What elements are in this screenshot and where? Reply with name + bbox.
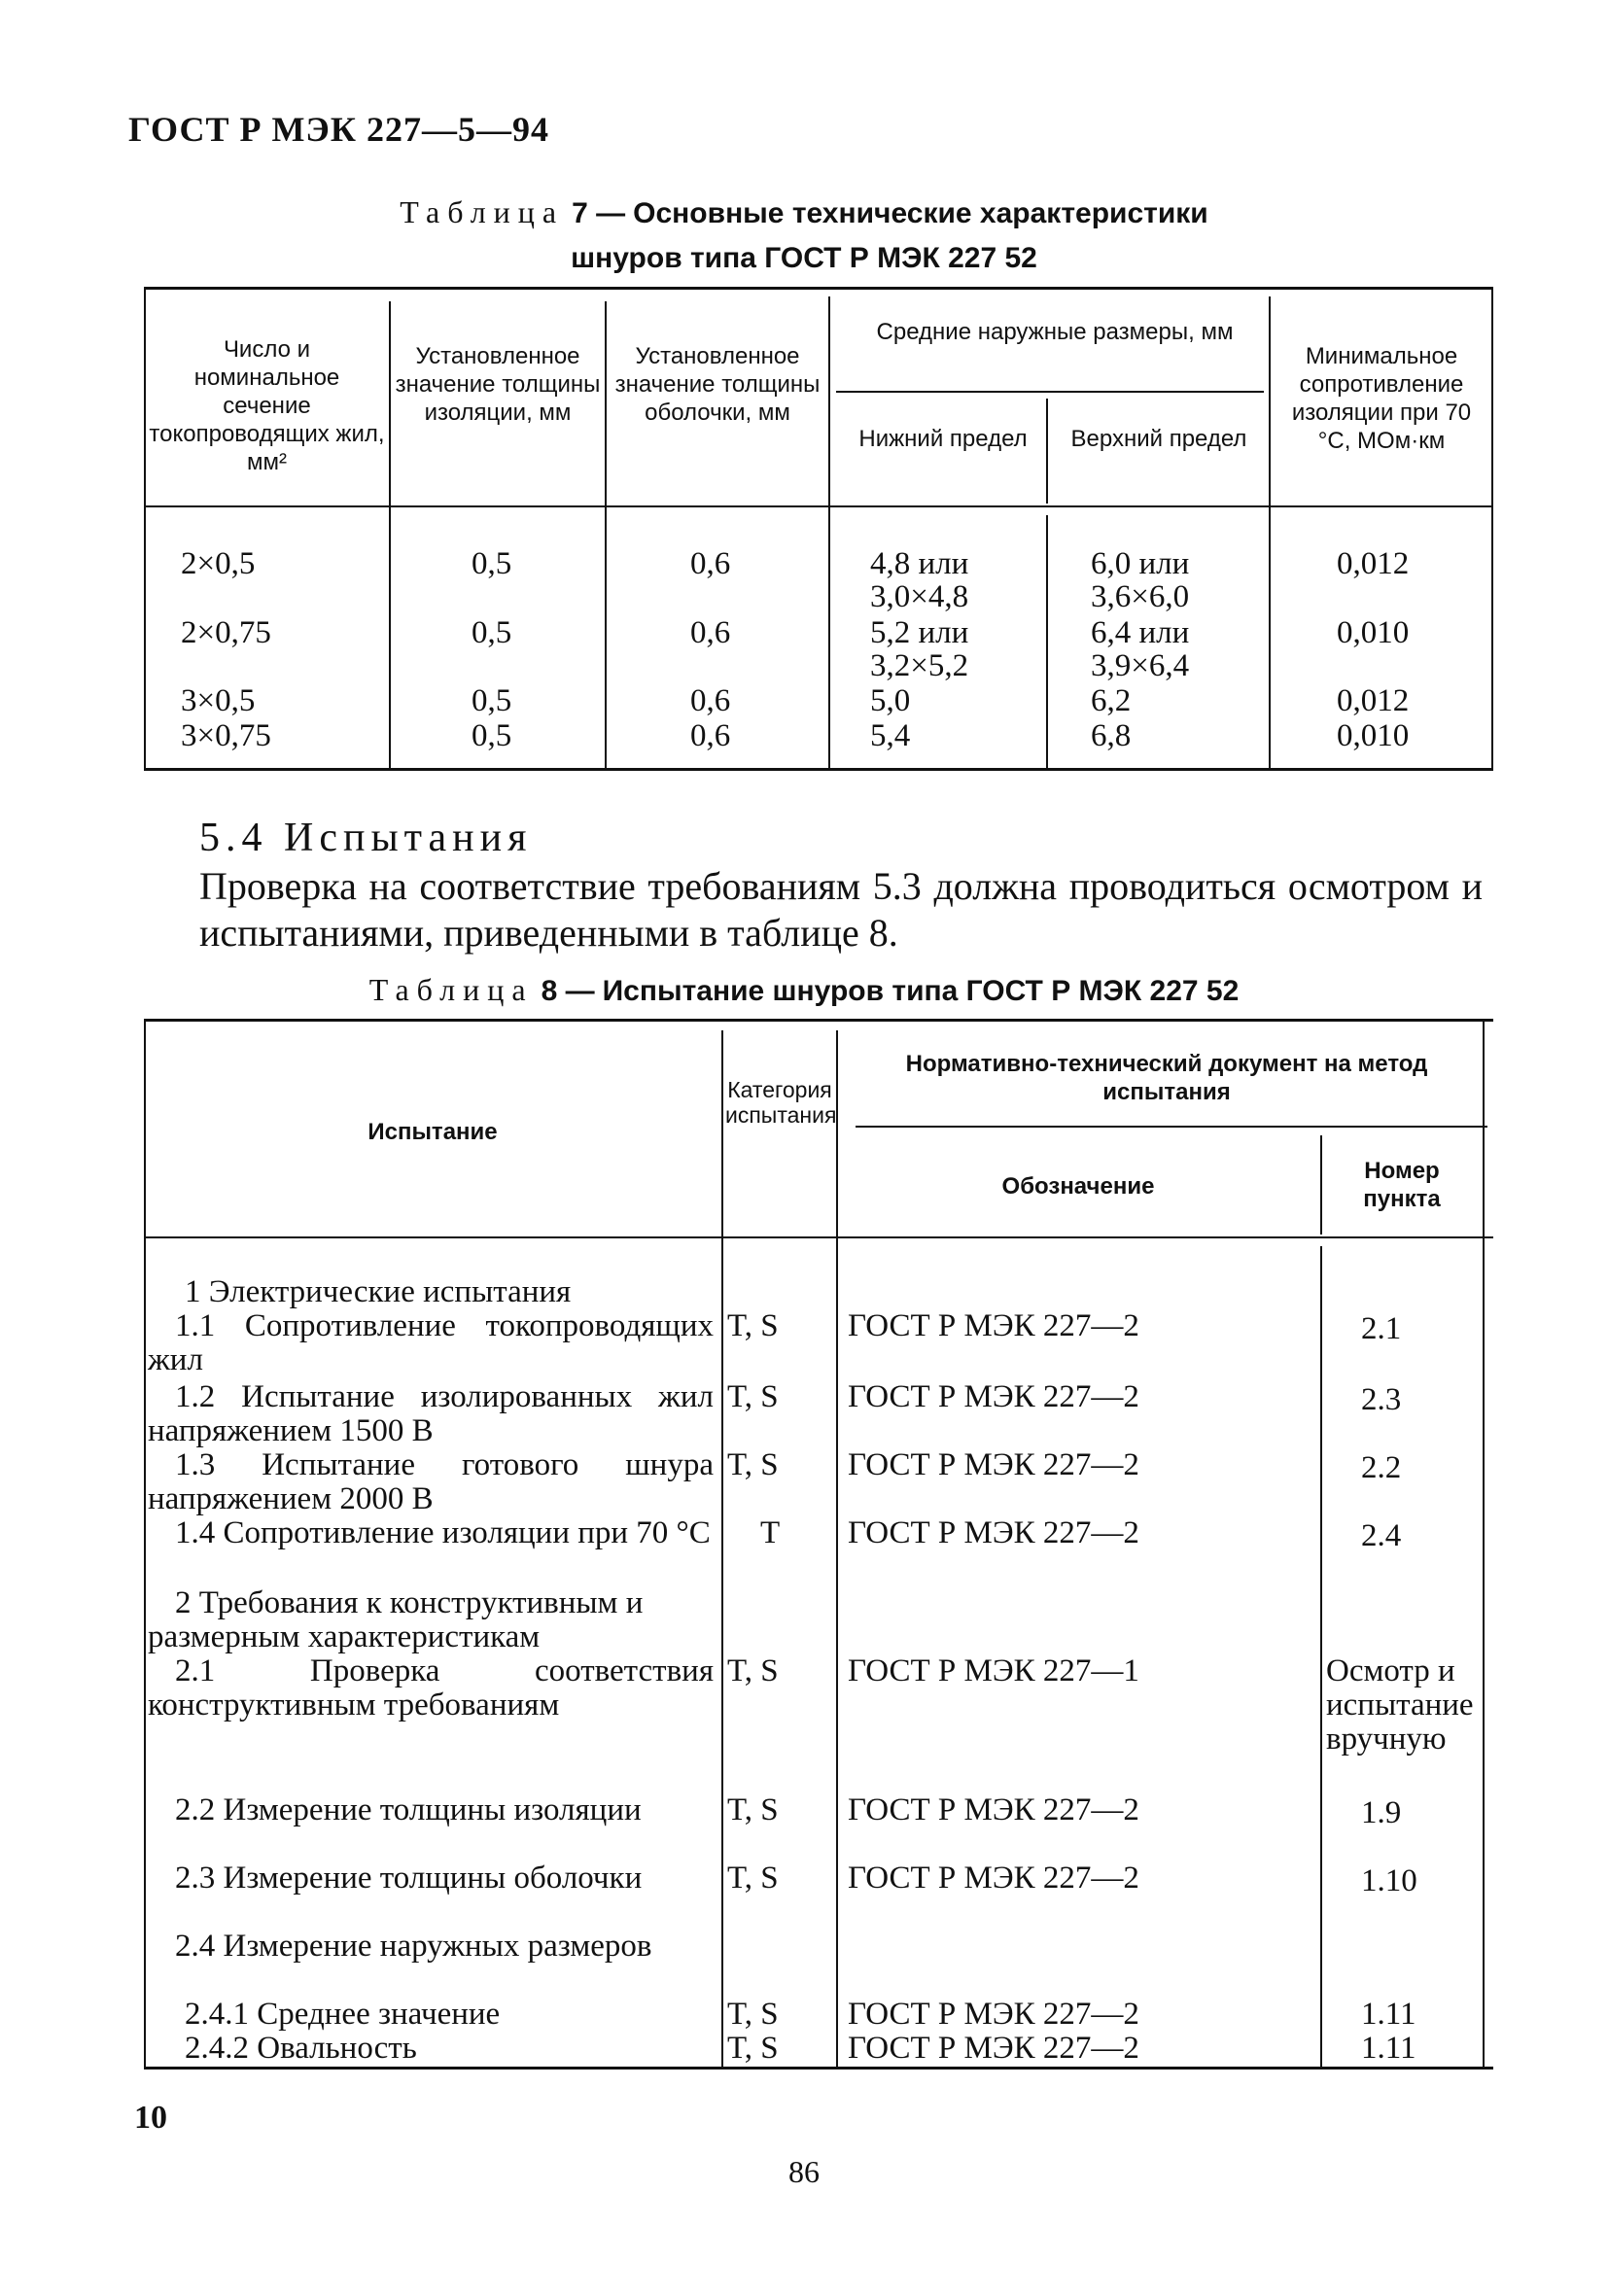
table7-cell: 3,9×6,4 bbox=[1091, 648, 1190, 683]
table8-category: T, S bbox=[727, 1308, 779, 1343]
table8-caption-prefix: Таблица bbox=[368, 972, 534, 1007]
section-paragraph: Проверка на соответствие требованиям 5.3 должна проводиться осмотром и испытаниями, приведенными в таблице 8. bbox=[199, 864, 1483, 955]
table8-test: 2.4.1 Среднее значение bbox=[185, 1997, 501, 2032]
table7-cell: 5,4 bbox=[870, 718, 911, 753]
table8-document: ГОСТ Р МЭК 227—2 bbox=[848, 1792, 1139, 1827]
table8-test: 1.4 Сопротивление изоляции при 70 °С bbox=[175, 1515, 711, 1550]
table8-document: ГОСТ Р МЭК 227—2 bbox=[848, 1997, 1139, 2032]
table7-header-upper: Верхний предел bbox=[1070, 426, 1247, 452]
table8-test: 2.4.2 Овальность bbox=[185, 2031, 417, 2066]
table7-cell: 3×0,5 bbox=[181, 683, 256, 718]
table7-cell: 0,010 bbox=[1337, 718, 1410, 753]
page-number: 10 bbox=[134, 2100, 167, 2136]
table8-document: ГОСТ Р МЭК 227—2 bbox=[848, 1861, 1139, 1896]
table8-category: T, S bbox=[727, 1997, 779, 2032]
table7-cell: 0,010 bbox=[1337, 615, 1410, 650]
sheet-number: 86 bbox=[788, 2154, 820, 2189]
table8-test: 1 Электрические испытания bbox=[185, 1274, 572, 1309]
table8-test: 2.3 Измерение толщины оболочки bbox=[175, 1861, 643, 1896]
table8-header-category: Категория испытания bbox=[725, 1077, 837, 1128]
table8-clause: 2.4 bbox=[1361, 1518, 1402, 1553]
table7-cell: 6,4 или bbox=[1091, 615, 1190, 650]
table8-clause: 1.11 bbox=[1361, 2031, 1416, 2066]
table7-header-insulation: Установленное значение толщины изоляции, мм bbox=[395, 343, 601, 426]
table8-caption-text: Испытание шнуров типа ГОСТ Р МЭК 227 52 bbox=[602, 975, 1240, 1007]
table7-caption-number: 7 — bbox=[572, 197, 626, 229]
table7-cell: 0,012 bbox=[1337, 546, 1410, 581]
table7-cell: 0,5 bbox=[472, 546, 512, 581]
table7-header-dimensions: Средние наружные размеры, мм bbox=[876, 319, 1234, 345]
table7-cell: 6,2 bbox=[1091, 683, 1132, 718]
table8-test: 1.3 Испытание готового шнура напряжением 2000 В bbox=[148, 1447, 714, 1516]
table8-document: ГОСТ Р МЭК 227—2 bbox=[848, 1379, 1139, 1414]
table8-document: ГОСТ Р МЭК 227—1 bbox=[848, 1653, 1139, 1688]
table7-cell: 0,012 bbox=[1337, 683, 1410, 718]
table8-category: T, S bbox=[727, 1447, 779, 1482]
table7-cell: 5,0 bbox=[870, 683, 911, 718]
table8-category: T, S bbox=[727, 1653, 779, 1688]
table8-header-designation: Обозначение bbox=[1001, 1173, 1155, 1200]
table7-cell: 2×0,5 bbox=[181, 546, 256, 581]
table7-header-sheath: Установленное значение толщины оболочки, мм bbox=[614, 343, 821, 426]
table8-category: T, S bbox=[727, 1379, 779, 1414]
table8-test: 1.2 Испытание изолированных жил напряжением 1500 В bbox=[148, 1379, 714, 1448]
table8-document: ГОСТ Р МЭК 227—2 bbox=[848, 1515, 1139, 1550]
table8-test: 2.4 Измерение наружных размеров bbox=[175, 1929, 652, 1964]
table7-cell: 0,5 bbox=[472, 683, 512, 718]
table7-cell: 3×0,75 bbox=[181, 718, 271, 753]
table7-cell: 0,6 bbox=[690, 718, 731, 753]
table7-cell: 0,6 bbox=[690, 683, 731, 718]
table7-caption-line2 bbox=[0, 239, 1608, 275]
section-heading: 5.4 Испытания bbox=[199, 816, 533, 860]
table8-document: ГОСТ Р МЭК 227—2 bbox=[848, 2031, 1139, 2066]
table7-caption-text: Основные технические характеристики bbox=[633, 197, 1208, 229]
table8-test: 2.1 Проверка соответствия конструктивным требованиям bbox=[148, 1653, 714, 1722]
table7-cell: 0,6 bbox=[690, 615, 731, 650]
table8-test: 2.2 Измерение толщины изоляции bbox=[175, 1792, 642, 1827]
table7-caption-line1 bbox=[0, 194, 1608, 230]
table7-cell: 4,8 или bbox=[870, 546, 969, 581]
table8-category: T, S bbox=[727, 2031, 779, 2066]
table7-cell: 6,0 или bbox=[1091, 546, 1190, 581]
table8-category: T bbox=[760, 1515, 781, 1550]
table8-test: 1.1 Сопротивление токопроводящих жил bbox=[148, 1308, 714, 1377]
table8-document: ГОСТ Р МЭК 227—2 bbox=[848, 1447, 1139, 1482]
table8-clause: 2.3 bbox=[1361, 1382, 1402, 1417]
table8-clause: 1.10 bbox=[1361, 1863, 1417, 1898]
table7-cell: 3,2×5,2 bbox=[870, 648, 969, 683]
table8-clause: Осмотр и испытание вручную bbox=[1326, 1653, 1474, 1757]
table8-clause: 1.9 bbox=[1361, 1795, 1402, 1830]
table7-header-section: Число и номинальное сечение токопроводящих жил, мм² bbox=[149, 336, 385, 475]
table7-cell: 0,5 bbox=[472, 615, 512, 650]
table8-clause: 2.1 bbox=[1361, 1311, 1402, 1346]
table8-header-document: Нормативно-технический документ на метод испытания bbox=[905, 1051, 1428, 1105]
table8-category: T, S bbox=[727, 1861, 779, 1896]
table8-header-test: Испытание bbox=[367, 1119, 498, 1145]
table8-caption bbox=[0, 972, 1608, 1008]
table7-cell: 0,5 bbox=[472, 718, 512, 753]
table8-caption-number: 8 — bbox=[541, 975, 595, 1007]
table8-header-clause: Номер пункта bbox=[1363, 1158, 1441, 1212]
document-header: ГОСТ Р МЭК 227—5—94 bbox=[128, 110, 549, 149]
table8-clause: 2.2 bbox=[1361, 1450, 1402, 1485]
table8-category: T, S bbox=[727, 1792, 779, 1827]
table8-test: 2 Требования к конструктивным и размерным характеристикам bbox=[148, 1585, 644, 1654]
table7-cell: 6,8 bbox=[1091, 718, 1132, 753]
table7-cell: 3,0×4,8 bbox=[870, 579, 969, 614]
table7-header-lower: Нижний предел bbox=[858, 426, 1028, 452]
table7-caption-prefix: Таблица bbox=[400, 194, 565, 229]
table7-cell: 0,6 bbox=[690, 546, 731, 581]
table7-header-resistance: Минимальное сопротивление изоляции при 70 °С, МОм·км bbox=[1291, 343, 1472, 454]
table7-caption-text2: шнуров типа ГОСТ Р МЭК 227 52 bbox=[571, 242, 1037, 274]
table7-cell: 3,6×6,0 bbox=[1091, 579, 1190, 614]
table8-document: ГОСТ Р МЭК 227—2 bbox=[848, 1308, 1139, 1343]
table7-cell: 5,2 или bbox=[870, 615, 969, 650]
table8-clause: 1.11 bbox=[1361, 1997, 1416, 2032]
table7-cell: 2×0,75 bbox=[181, 615, 271, 650]
